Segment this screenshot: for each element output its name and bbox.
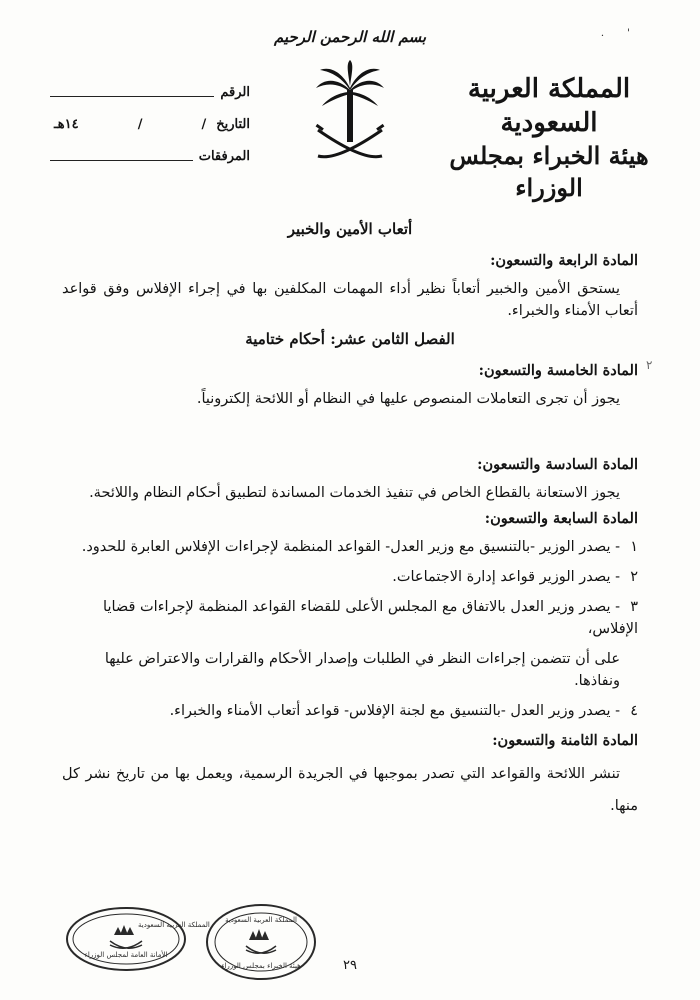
stamp-left-line2: الأمانة العامة لمجلس الوزراء: [84, 951, 168, 959]
article-96-text: يجوز الاستعانة بالقطاع الخاص في تنفيذ الخدمات المساندة لتطبيق أحكام النظام واللائحة.: [89, 485, 620, 501]
org-line-bureau: هيئة الخبراء بمجلس الوزراء: [449, 141, 649, 202]
document-body: [62, 212, 638, 826]
ref-number-label: الرقم: [220, 85, 250, 100]
chapter-title: الفصل الثامن عشر: أحكام ختامية: [245, 330, 455, 348]
organization-name: [434, 72, 664, 204]
ref-date-value: [50, 117, 210, 132]
article-95-text: يجوز أن تجرى التعاملات المنصوص عليها في النظام أو اللائحة إلكترونياً.: [196, 391, 620, 407]
article-97-item-2: ٢- يصدر الوزير قواعد إدارة الاجتماعات.: [392, 569, 638, 585]
date-separator-1: /: [201, 117, 207, 132]
article-98-heading: المادة الثامنة والتسعون:: [492, 732, 638, 749]
stamp-left-line1: المملكة العربية السعودية: [138, 921, 210, 929]
article-97-item-3-continuation: على أن تتضمن إجراءات النظر في الطلبات وإصدار الأحكام والقرارات والاعتراض عليها ونفاذها.: [104, 651, 620, 689]
ref-date-label: التاريخ: [216, 117, 250, 132]
article-94-heading: المادة الرابعة والتسعون:: [490, 252, 638, 269]
ref-number-row: [50, 68, 250, 100]
ref-attachments-row: [50, 132, 250, 164]
page-number: ٢٩: [343, 958, 357, 973]
ref-attachments-label: المرفقات: [198, 149, 250, 164]
article-95-heading: المادة الخامسة والتسعون:: [478, 362, 638, 379]
article-94-text: يستحق الأمين والخبير أتعاباً نظير أداء المهمات المكلفين بها في إجراء الإفلاس وفق قواعد أتعاب الأمناء والخبراء.: [62, 281, 638, 319]
corner-marks: . ': [600, 28, 640, 39]
section-title: أتعاب الأمين والخبير: [287, 220, 413, 238]
article-96-heading: المادة السادسة والتسعون:: [477, 456, 638, 473]
stamp-right-line1: المملكة العربية السعودية: [225, 916, 297, 924]
ref-number-line: [50, 82, 214, 97]
reference-fields: [50, 68, 250, 164]
date-separator-2: /: [137, 117, 143, 132]
article-98-text: تنشر اللائحة والقواعد التي تصدر بموجبها في الجريدة الرسمية، ويعمل بها من تاريخ نشر كل منها.: [62, 766, 638, 814]
palm-swords-emblem-icon: [312, 60, 388, 170]
article-97-item-3: ٣- يصدر وزير العدل بالاتفاق مع المجلس الأعلى للقضاء القواعد المنظمة لإجراءات قضايا الإفلاس،: [103, 599, 638, 637]
ref-date-row: [50, 100, 250, 132]
article-97-item-1: ١- يصدر الوزير -بالتنسيق مع وزير العدل- القواعد المنظمة لإجراءات الإفلاس العابرة للحدود.: [81, 539, 638, 555]
org-line-kingdom: المملكة العربية السعودية: [467, 74, 631, 138]
stamp-right-line2: هيئة الخبراء بمجلس الوزراء: [221, 962, 301, 970]
basmala: بسم الله الرحمن الرحيم: [273, 28, 427, 46]
margin-mark: ٢: [646, 358, 653, 372]
date-year-suffix: ١٤هـ: [54, 117, 79, 132]
ref-attachments-line: [50, 146, 193, 161]
article-97-heading: المادة السابعة والتسعون:: [484, 510, 638, 527]
article-97-item-4: ٤- يصدر وزير العدل -بالتنسيق مع لجنة الإفلاس- قواعد أتعاب الأمناء والخبراء.: [169, 703, 638, 719]
